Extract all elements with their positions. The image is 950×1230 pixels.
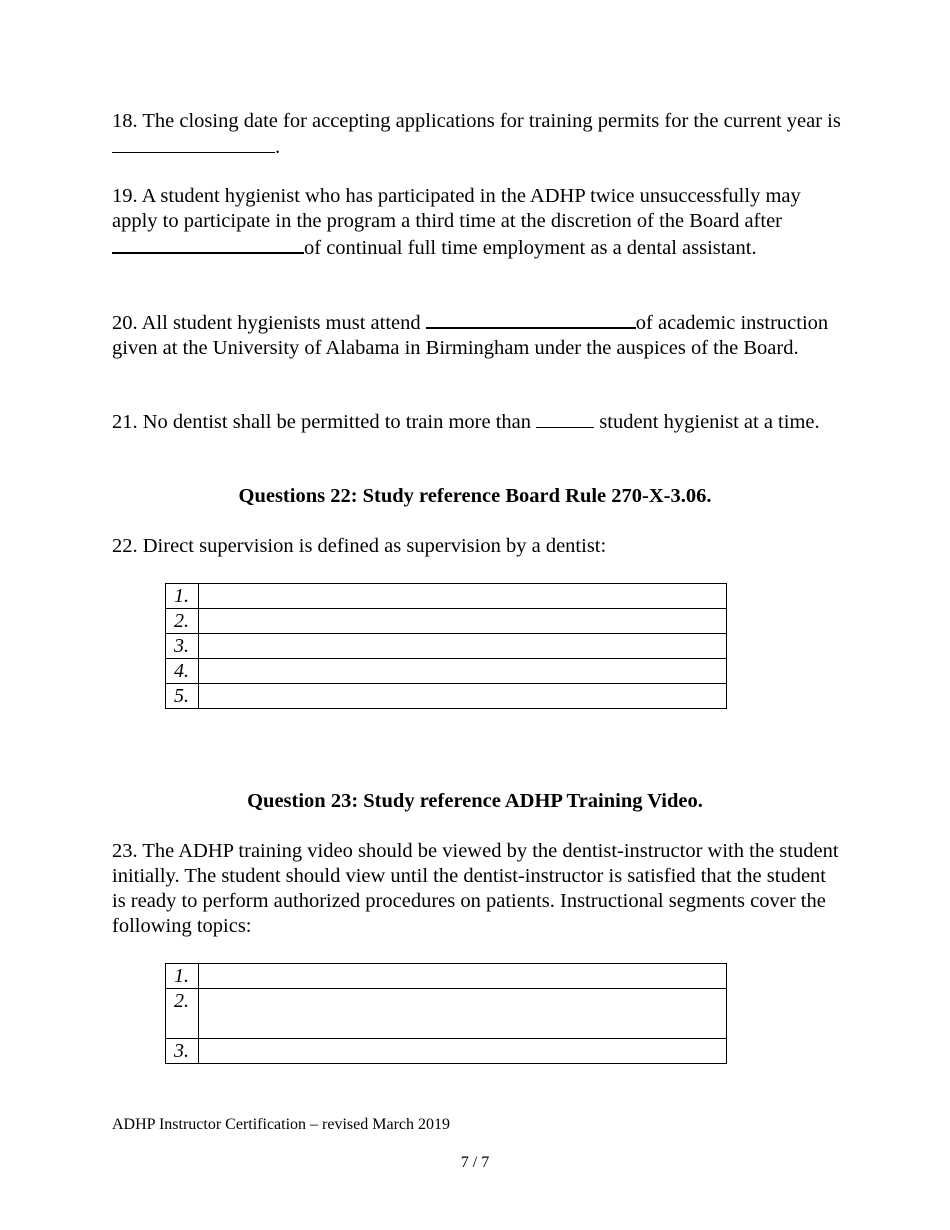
question-19-text: 19. A student hygienist who has participated in the ADHP twice unsuccessfully may apply to participate in the program a third time at the discretion of the Board after [112,185,801,232]
question-19-blank[interactable] [112,234,304,254]
table-row [166,684,727,709]
table-row [166,1039,727,1064]
answer-cell[interactable] [199,964,727,989]
row-number: 1. [166,584,199,609]
question-21-blank[interactable] [536,409,594,428]
question-20-blank[interactable] [426,309,636,329]
section-heading-23: Question 23: Study reference ADHP Training Video. [247,790,703,812]
question-20-suffix: of academic instruction given at the University of Alabama in Birmingham under the auspices of the Board. [112,312,829,359]
row-number: 3. [166,634,199,659]
question-18-text: 18. The closing date for accepting applications for training permits for the current year is [112,110,841,132]
question-21-suffix: student hygienist at a time. [599,411,820,433]
answer-cell[interactable] [199,584,727,609]
question-19 [112,184,842,261]
document-footer: ADHP Instructor Certification – revised March 2019 [112,1116,450,1133]
answer-cell[interactable] [199,659,727,684]
answer-cell[interactable] [199,1039,727,1064]
question-21 [112,409,842,435]
row-number: 2. [166,609,199,634]
answer-cell[interactable] [199,609,727,634]
answer-table-22 [165,583,727,709]
table-row [166,634,727,659]
question-22: 22. Direct supervision is defined as supervision by a dentist: [112,535,607,557]
row-number: 1. [166,964,199,989]
row-number: 3. [166,1039,199,1064]
row-number: 5. [166,684,199,709]
question-19-suffix: of continual full time employment as a dental assistant. [304,237,757,259]
row-number: 2. [166,989,199,1039]
table-row [166,989,727,1039]
answer-cell[interactable] [199,684,727,709]
question-20 [112,309,842,361]
table-row [166,609,727,634]
answer-table-23 [165,963,727,1064]
answer-cell[interactable] [199,634,727,659]
page-number: 7 / 7 [460,1154,490,1171]
row-number: 4. [166,659,199,684]
table-row [166,964,727,989]
answer-cell[interactable] [199,989,727,1039]
question-18 [112,109,842,160]
table-row [166,584,727,609]
table-row [166,659,727,684]
question-18-blank[interactable] [112,134,275,153]
section-heading-22: Questions 22: Study reference Board Rule 270-X-3.06. [238,485,712,507]
question-23: 23. The ADHP training video should be viewed by the dentist-instructor with the student initially. The student should view until the dentist-instructor is satisfied that the student is ready to perform authorized procedures on patients. Instructional segments cover the following topics: [112,840,839,937]
question-18-period: . [275,136,281,158]
question-20-text: 20. All student hygienists must attend [112,312,421,334]
question-21-text: 21. No dentist shall be permitted to train more than [112,411,532,433]
